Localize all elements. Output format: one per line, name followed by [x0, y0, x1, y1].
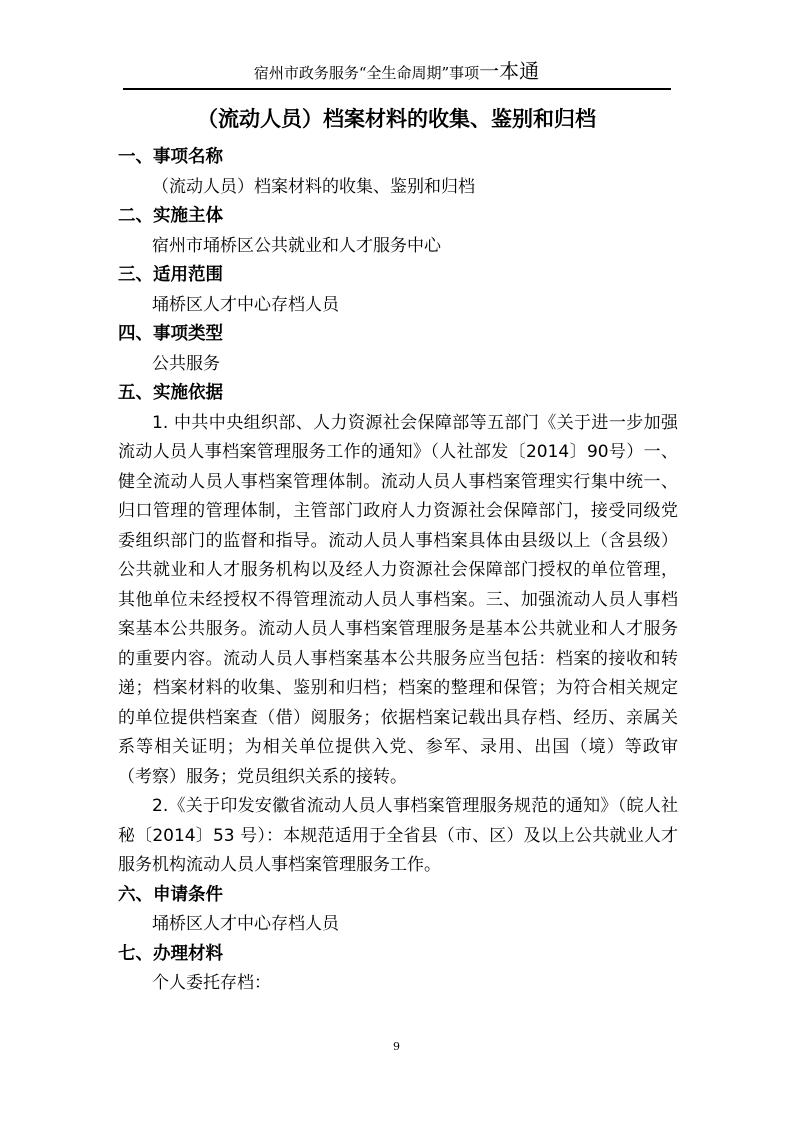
document-title: （流动人员）档案材料的收集、鉴别和归档 — [197, 107, 596, 131]
section-heading-subject: 二、实施主体 — [118, 206, 223, 226]
section-heading-conditions: 六、申请条件 — [118, 884, 223, 905]
basis-paragraph-1: 1. 中共中央组织部、人力资源社会保障部等五部门《关于进一步加强流动人员人事档案管理服务工作的通知》（人社部发〔2014〕90号）一、健全流动人员人事档案管理体制。流动人员人事档案管理实行集中统一、归口管理的管理体制，主管部门政府人力资源社会保障部门，接受同级党委组织部门的监督和指导。流动人员人事档案具体由县级以上（含县级）公共就业和人才服务机构以及经人力资源社会保障部门授权的单位管理，其他单位未经授权不得管理流动人员人事档案。三、加强流动人员人事档案基本公共服务。流动人员人事档案管理服务是基本公共就业和人才服务的重要内容。流动人员人事档案基本公共服务应当包括：档案的接收和转递；档案材料的收集、鉴别和归档；档案的整理和保管；为符合相关规定的单位提供档案查（借）阅服务；依据档案记载出具存档、经历、亲属关系等相关证明；为相关单位提供入党、参军、录用、出国（境）等政审（考察）服务；党员组织关系的接转。 — [118, 412, 678, 787]
header-big-text: 一本通 — [479, 59, 540, 83]
header-text: 宿州市政务服务“全生命周期”事项 — [253, 64, 480, 82]
document-body — [118, 143, 678, 999]
section-heading-scope: 三、适用范围 — [118, 265, 223, 285]
page-number: 9 — [393, 1040, 400, 1053]
section-text-name: （流动人员）档案材料的收集、鉴别和归档 — [152, 176, 475, 197]
basis-paragraph-2: 2.《关于印发安徽省流动人员人事档案管理服务规范的通知》（皖人社秘〔2014〕53 号）：本规范适用于全省县（市、区）及以上公共就业人才服务机构流动人员人事档案管理服务工作。 — [118, 796, 678, 875]
section-heading-basis: 五、实施依据 — [118, 383, 223, 403]
running-header — [0, 60, 793, 84]
section-heading-materials: 七、办理材料 — [118, 943, 223, 964]
section-text-type: 公共服务 — [152, 353, 220, 374]
section-heading-name: 一、事项名称 — [118, 147, 223, 167]
header-rule — [123, 88, 671, 90]
section-text-materials: 个人委托存档： — [152, 973, 271, 993]
section-text-scope: 埇桥区人才中心存档人员 — [152, 294, 339, 315]
section-text-conditions: 埇桥区人才中心存档人员 — [152, 914, 339, 934]
section-text-subject: 宿州市埇桥区公共就业和人才服务中心 — [152, 235, 441, 256]
section-heading-type: 四、事项类型 — [118, 324, 223, 344]
